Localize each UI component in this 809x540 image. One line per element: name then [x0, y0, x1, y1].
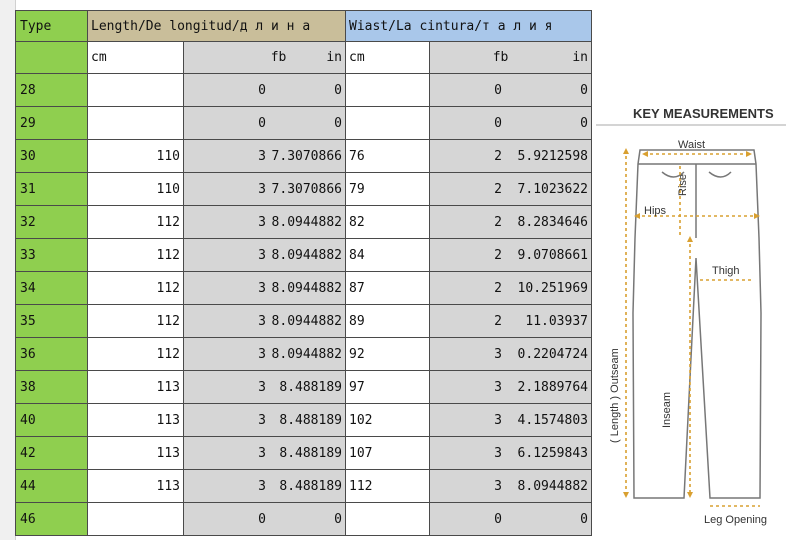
table-row — [16, 305, 592, 338]
jeans-icon — [633, 150, 761, 498]
waist-header[interactable]: Wiast/La cintura/т а л и я — [346, 11, 592, 42]
type-cell[interactable]: 46 — [16, 503, 88, 536]
length-in-value: 8.0944882 — [271, 346, 342, 362]
length-in-value: 8.488189 — [279, 445, 342, 461]
waist-in-value: 9.0708661 — [517, 247, 588, 263]
type-cell[interactable]: 32 — [16, 206, 88, 239]
length-unit-fb-in[interactable] — [184, 42, 346, 74]
length-in-value: 8.0944882 — [271, 247, 342, 263]
waist-fb-in-cell[interactable] — [430, 272, 592, 305]
type-cell[interactable]: 28 — [16, 74, 88, 107]
header-row — [16, 11, 592, 42]
length-fb-value: 3 — [258, 214, 266, 230]
length-cm-cell[interactable] — [88, 74, 184, 107]
length-header[interactable]: Length/De longitud/д л и н а — [88, 11, 346, 42]
length-cm-cell[interactable]: 112 — [88, 239, 184, 272]
length-fb-in-cell[interactable] — [184, 173, 346, 206]
length-unit-fb: fb — [270, 50, 287, 65]
outseam-label: ( Length ) Outseam — [609, 348, 621, 443]
length-in-value: 8.0944882 — [271, 214, 342, 230]
table-row — [16, 338, 592, 371]
length-fb-in-cell[interactable] — [184, 437, 346, 470]
waist-cm-cell[interactable]: 97 — [346, 371, 430, 404]
type-cell[interactable]: 42 — [16, 437, 88, 470]
waist-fb-value: 3 — [494, 379, 502, 395]
length-fb-value: 3 — [258, 313, 266, 329]
sheet-left-edge — [0, 0, 16, 540]
waist-in-value: 4.1574803 — [517, 412, 588, 428]
waist-cm-cell[interactable] — [346, 107, 430, 140]
length-fb-value: 3 — [258, 379, 266, 395]
length-fb-value: 3 — [258, 181, 266, 197]
waist-fb-value: 2 — [494, 214, 502, 230]
size-chart-table — [15, 10, 592, 536]
waist-fb-value: 2 — [494, 313, 502, 329]
length-fb-in-cell[interactable] — [184, 338, 346, 371]
table-row — [16, 173, 592, 206]
waist-in-value: 10.251969 — [517, 280, 588, 296]
waist-fb-in-cell[interactable] — [430, 338, 592, 371]
waist-fb-in-cell[interactable] — [430, 503, 592, 536]
waist-fb-in-cell[interactable] — [430, 371, 592, 404]
length-fb-in-cell[interactable] — [184, 140, 346, 173]
waist-fb-value: 2 — [494, 247, 502, 263]
length-in-value: 8.0944882 — [271, 313, 342, 329]
waist-fb-value: 0 — [494, 115, 502, 131]
waist-fb-value: 3 — [494, 445, 502, 461]
table-row — [16, 107, 592, 140]
length-in-value: 8.488189 — [279, 478, 342, 494]
length-cm-cell[interactable]: 112 — [88, 305, 184, 338]
leg-opening-label: Leg Opening — [704, 514, 767, 526]
length-fb-value: 3 — [258, 478, 266, 494]
waist-cm-cell[interactable]: 89 — [346, 305, 430, 338]
waist-fb-in-cell[interactable] — [430, 404, 592, 437]
waist-label: Waist — [678, 139, 706, 151]
waist-unit-in: in — [572, 50, 588, 65]
length-fb-value: 3 — [258, 148, 266, 164]
length-fb-value: 3 — [258, 412, 266, 428]
arrow-heads — [623, 148, 760, 498]
table-row — [16, 437, 592, 470]
length-in-value: 0 — [334, 511, 342, 527]
length-fb-value: 3 — [258, 346, 266, 362]
waist-cm-cell[interactable]: 92 — [346, 338, 430, 371]
waist-in-value: 6.1259843 — [517, 445, 588, 461]
waist-cm-cell[interactable]: 112 — [346, 470, 430, 503]
hips-label: Hips — [644, 205, 667, 217]
waist-unit-fb: fb — [492, 50, 509, 65]
length-cm-cell[interactable]: 112 — [88, 272, 184, 305]
length-fb-value: 0 — [258, 115, 266, 131]
waist-cm-cell[interactable]: 84 — [346, 239, 430, 272]
length-fb-in-cell[interactable] — [184, 272, 346, 305]
waist-cm-cell[interactable]: 87 — [346, 272, 430, 305]
waist-cm-cell[interactable]: 82 — [346, 206, 430, 239]
waist-cm-cell[interactable]: 76 — [346, 140, 430, 173]
table-row — [16, 470, 592, 503]
length-in-value: 7.3070866 — [271, 148, 342, 164]
length-cm-cell[interactable]: 110 — [88, 140, 184, 173]
table-row — [16, 140, 592, 173]
waist-in-value: 0 — [580, 511, 588, 527]
table-row — [16, 206, 592, 239]
length-unit-cm[interactable]: cm — [88, 42, 184, 74]
waist-fb-in-cell[interactable] — [430, 74, 592, 107]
waist-fb-in-cell[interactable] — [430, 470, 592, 503]
waist-in-value: 0 — [580, 82, 588, 98]
type-cell[interactable]: 33 — [16, 239, 88, 272]
length-fb-in-cell[interactable] — [184, 305, 346, 338]
waist-unit-cm[interactable]: cm — [346, 42, 430, 74]
length-in-value: 8.0944882 — [271, 280, 342, 296]
type-cell[interactable]: 38 — [16, 371, 88, 404]
diagram-title: KEY MEASUREMENTS — [633, 106, 774, 121]
type-cell[interactable]: 44 — [16, 470, 88, 503]
type-cell[interactable]: 35 — [16, 305, 88, 338]
table-row — [16, 74, 592, 107]
length-in-value: 8.488189 — [279, 412, 342, 428]
waist-cm-cell[interactable]: 107 — [346, 437, 430, 470]
waist-cm-cell[interactable]: 102 — [346, 404, 430, 437]
waist-cm-cell[interactable] — [346, 503, 430, 536]
length-fb-value: 0 — [258, 511, 266, 527]
waist-fb-value: 0 — [494, 511, 502, 527]
length-in-value: 0 — [334, 115, 342, 131]
waist-fb-value: 3 — [494, 478, 502, 494]
waist-in-value: 8.2834646 — [517, 214, 588, 230]
length-fb-in-cell[interactable] — [184, 206, 346, 239]
length-cm-cell[interactable]: 113 — [88, 437, 184, 470]
length-fb-value: 3 — [258, 445, 266, 461]
length-fb-in-cell[interactable] — [184, 470, 346, 503]
waist-cm-cell[interactable] — [346, 74, 430, 107]
length-fb-in-cell[interactable] — [184, 107, 346, 140]
length-in-value: 0 — [334, 82, 342, 98]
length-fb-in-cell[interactable] — [184, 239, 346, 272]
thigh-label: Thigh — [712, 265, 740, 277]
type-cell[interactable]: 34 — [16, 272, 88, 305]
waist-unit-fb-in[interactable] — [430, 42, 592, 74]
waist-in-value: 0.2204724 — [517, 346, 588, 362]
length-fb-in-cell[interactable] — [184, 371, 346, 404]
table-row — [16, 404, 592, 437]
length-in-value: 7.3070866 — [271, 181, 342, 197]
units-row — [16, 42, 592, 74]
table-row — [16, 371, 592, 404]
length-fb-in-cell[interactable] — [184, 503, 346, 536]
type-cell[interactable]: 31 — [16, 173, 88, 206]
length-fb-in-cell[interactable] — [184, 74, 346, 107]
rise-label: Rise — [677, 173, 689, 196]
table-row — [16, 503, 592, 536]
waist-cm-cell[interactable]: 79 — [346, 173, 430, 206]
waist-fb-value: 0 — [494, 82, 502, 98]
length-cm-cell[interactable]: 113 — [88, 470, 184, 503]
length-cm-cell[interactable]: 110 — [88, 173, 184, 206]
length-cm-cell[interactable]: 112 — [88, 206, 184, 239]
length-unit-in: in — [326, 50, 342, 65]
waist-fb-in-cell[interactable] — [430, 206, 592, 239]
inseam-label: Inseam — [661, 391, 673, 428]
length-cm-cell[interactable]: 113 — [88, 371, 184, 404]
waist-in-value: 8.0944882 — [517, 478, 588, 494]
waist-fb-value: 2 — [494, 280, 502, 296]
waist-fb-in-cell[interactable] — [430, 107, 592, 140]
length-cm-cell[interactable]: 112 — [88, 338, 184, 371]
waist-in-value: 11.03937 — [525, 313, 588, 329]
waist-fb-value: 3 — [494, 346, 502, 362]
waist-in-value: 2.1889764 — [517, 379, 588, 395]
waist-fb-in-cell[interactable] — [430, 239, 592, 272]
waist-fb-in-cell[interactable] — [430, 305, 592, 338]
waist-fb-in-cell[interactable] — [430, 437, 592, 470]
waist-fb-in-cell[interactable] — [430, 140, 592, 173]
length-fb-value: 3 — [258, 247, 266, 263]
table-row — [16, 239, 592, 272]
length-in-value: 8.488189 — [279, 379, 342, 395]
waist-fb-value: 2 — [494, 181, 502, 197]
length-fb-value: 3 — [258, 280, 266, 296]
type-header[interactable]: Type — [16, 11, 88, 42]
waist-fb-value: 2 — [494, 148, 502, 164]
type-cell[interactable]: 30 — [16, 140, 88, 173]
waist-in-value: 0 — [580, 115, 588, 131]
length-cm-cell[interactable]: 113 — [88, 404, 184, 437]
length-fb-value: 0 — [258, 82, 266, 98]
type-unit-cell[interactable] — [16, 42, 88, 74]
waist-in-value: 5.9212598 — [517, 148, 588, 164]
type-cell[interactable]: 36 — [16, 338, 88, 371]
type-cell[interactable]: 29 — [16, 107, 88, 140]
length-cm-cell[interactable] — [88, 503, 184, 536]
table-row — [16, 272, 592, 305]
waist-fb-value: 3 — [494, 412, 502, 428]
type-cell[interactable]: 40 — [16, 404, 88, 437]
length-cm-cell[interactable] — [88, 107, 184, 140]
waist-fb-in-cell[interactable] — [430, 173, 592, 206]
key-measurements-diagram — [596, 98, 786, 538]
waist-in-value: 7.1023622 — [517, 181, 588, 197]
length-fb-in-cell[interactable] — [184, 404, 346, 437]
